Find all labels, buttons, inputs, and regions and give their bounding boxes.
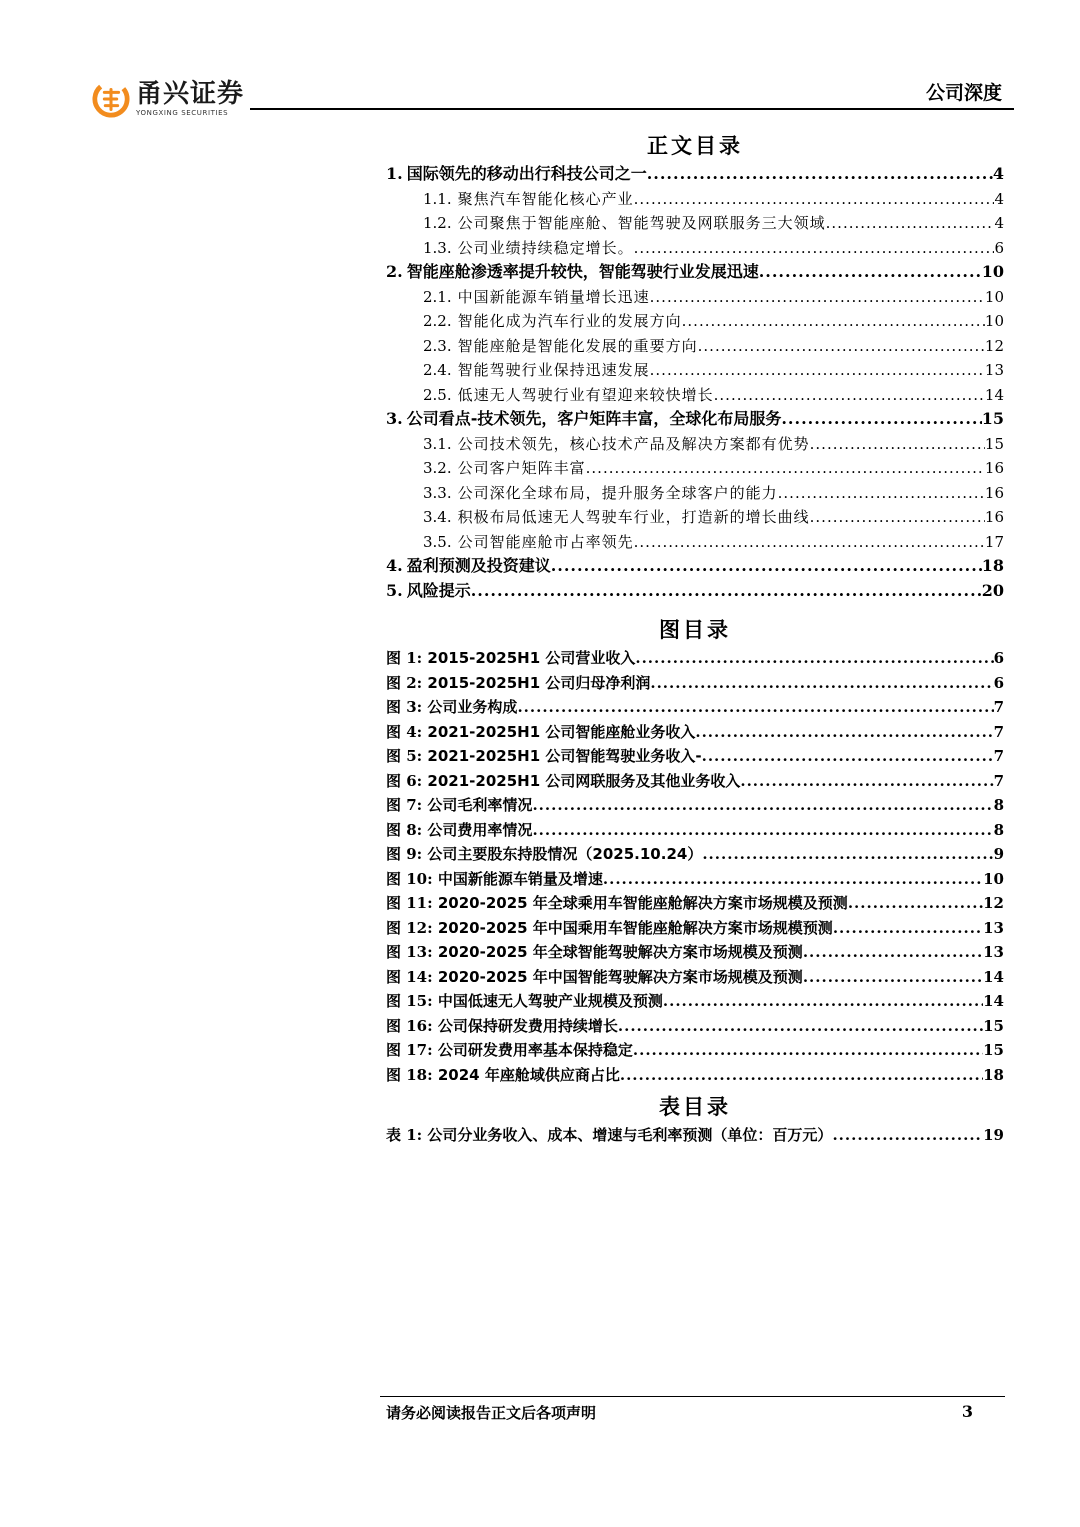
toc-entry-number: 1. (386, 164, 403, 183)
figure-entry-text (386, 1063, 620, 1088)
figure-entry-page: 14 (983, 967, 1004, 986)
figure-entry-label: 图 4: (386, 722, 428, 741)
page-number: 3 (961, 1402, 973, 1421)
toc-entry-text (423, 505, 810, 530)
toc-entry-text (386, 260, 759, 285)
figure-entry[interactable] (386, 744, 1004, 769)
toc-leader-dots (778, 481, 985, 506)
toc-leader-dots (647, 162, 993, 187)
figure-entry-title: 2015-2025H1 公司营业收入 (427, 649, 636, 667)
figure-entry-title: 2020-2025 年中国智能驾驶解决方案市场规模及预测 (437, 967, 803, 986)
toc-entry-text (423, 432, 810, 457)
figure-entry-page: 13 (983, 943, 1004, 961)
toc-entry[interactable] (386, 236, 1004, 261)
toc-entry-page: 4 (994, 214, 1004, 232)
toc-leader-dots (650, 358, 985, 383)
figure-entry-title: 2020-2025 年全球乘用车智能座舱解决方案市场规模及预测 (437, 894, 848, 912)
toc-leader-dots (848, 891, 983, 916)
toc-entry-page: 16 (984, 483, 1004, 502)
toc-entry[interactable] (386, 211, 1004, 236)
toc-leader-dots (634, 530, 985, 555)
toc-entry-page: 12 (984, 336, 1004, 355)
toc-entry[interactable] (386, 358, 1004, 383)
figure-entry-text (386, 769, 740, 794)
figures-list (386, 646, 1004, 1087)
toc-leader-dots (634, 236, 995, 261)
toc-entry[interactable] (386, 456, 1004, 481)
toc-leader-dots (603, 867, 983, 892)
figure-entry[interactable] (386, 769, 1004, 794)
toc-entry[interactable] (386, 554, 1004, 579)
figure-entry-label: 图 15: (386, 992, 438, 1010)
figure-entry-page: 15 (983, 1016, 1004, 1035)
figure-entry-text (386, 842, 702, 867)
figure-entry-title: 2015-2025H1 公司归母净利润 (427, 673, 651, 692)
figure-entry-title: 中国低速无人驾驶产业规模及预测 (437, 992, 663, 1010)
toc-entry-page: 10 (984, 312, 1004, 330)
toc-entry-text (423, 358, 650, 383)
toc-entry-number: 5. (386, 580, 403, 600)
figure-entry[interactable] (386, 695, 1004, 720)
figure-entry-text (386, 720, 695, 745)
toc-leader-dots (826, 211, 995, 236)
toc-entry[interactable] (386, 162, 1004, 187)
figure-entry-page: 7 (993, 722, 1004, 741)
figure-entry-page: 15 (983, 1041, 1004, 1059)
figure-entry-page: 9 (993, 845, 1004, 863)
figure-entry[interactable] (386, 720, 1004, 745)
toc-entry-text (423, 334, 698, 359)
figure-entry-title: 公司研发费用率基本保持稳定 (437, 1041, 633, 1059)
toc-leader-dots (650, 671, 993, 696)
toc-entry-title: 公司客户矩阵丰富 (457, 459, 586, 477)
toc-entry[interactable] (386, 530, 1004, 555)
figure-entry-label: 图 3: (386, 698, 428, 716)
figure-entry-title: 公司毛利率情况 (427, 796, 533, 814)
figure-entry-title: 公司主要股东持股情况（2025.10.24） (427, 845, 703, 863)
figure-entry-page: 7 (993, 698, 1004, 716)
toc-entry-number: 2.4. (423, 361, 452, 379)
toc-entry-title: 公司业绩持续稳定增长。 (457, 238, 634, 257)
toc-entry-number: 3.2. (423, 459, 452, 477)
toc-entry-text (423, 211, 826, 236)
figure-entry-text (386, 646, 635, 671)
toc-entry-number: 2.3. (423, 336, 452, 355)
toc-entry-title: 智能座舱是智能化发展的重要方向 (457, 336, 698, 355)
header-divider (250, 108, 1014, 110)
table-entry[interactable] (386, 1123, 1004, 1148)
toc-entry-text (423, 530, 634, 555)
toc-leader-dots (832, 1123, 983, 1148)
figure-entry[interactable] (386, 646, 1004, 671)
toc-leader-dots (740, 769, 993, 794)
main-contents (386, 130, 1004, 603)
contents-list (386, 162, 1004, 603)
figure-entry-text (386, 671, 650, 696)
figure-entry[interactable] (386, 1038, 1004, 1063)
toc-leader-dots (532, 793, 993, 818)
toc-entry[interactable] (386, 481, 1004, 506)
toc-entry-page: 4 (994, 189, 1004, 208)
toc-entry-title: 聚焦汽车智能化核心产业 (457, 189, 634, 208)
toc-entry-number: 3. (386, 409, 403, 428)
figure-entry-title: 2021-2025H1 公司智能座舱业务收入 (427, 722, 696, 741)
toc-entry-number: 1.1. (423, 189, 452, 208)
report-type: 公司深度 (925, 82, 1002, 104)
toc-entry-page: 15 (984, 434, 1004, 453)
figure-entry-page: 7 (993, 771, 1004, 790)
figure-entry[interactable] (386, 818, 1004, 843)
toc-entry-text (423, 309, 682, 334)
toc-entry-title: 积极布局低速无人驾驶车行业，打造新的增长曲线 (457, 508, 810, 526)
figure-entry-label: 图 2: (386, 673, 428, 692)
toc-entry-title: 智能化成为汽车行业的发展方向 (457, 312, 682, 330)
toc-entry-text (423, 481, 778, 506)
toc-leader-dots (682, 309, 985, 334)
figure-entry-text (386, 867, 603, 892)
toc-leader-dots (663, 989, 983, 1014)
figure-entry-title: 2020-2025 年中国乘用车智能座舱解决方案市场规模预测 (437, 918, 833, 937)
toc-leader-dots (810, 432, 985, 457)
toc-entry-title: 国际领先的移动出行科技公司之一 (406, 164, 647, 183)
figure-entry-label: 图 10: (386, 869, 438, 888)
toc-leader-dots (586, 456, 985, 481)
toc-entry-title: 公司聚焦于智能座舱、智能驾驶及网联服务三大领域 (457, 214, 826, 232)
figure-entry-text (386, 1014, 618, 1039)
toc-entry-number: 2.2. (423, 312, 452, 330)
figure-entry-page: 10 (983, 869, 1004, 888)
table-entry-title: 公司分业务收入、成本、增速与毛利率预测（单位：百万元） (427, 1126, 833, 1144)
toc-entry-title: 盈利预测及投资建议 (406, 556, 551, 575)
toc-entry-text (423, 187, 634, 212)
company-logo (92, 80, 244, 118)
toc-entry-title: 公司智能座舱市占率领先 (457, 532, 634, 551)
toc-leader-dots (833, 916, 983, 941)
toc-leader-dots (698, 334, 985, 359)
figure-entry-title: 2024 年座舱域供应商占比 (437, 1065, 620, 1084)
toc-entry-number: 1.2. (423, 214, 452, 232)
figure-entry-title: 公司费用率情况 (427, 820, 533, 839)
toc-entry-number: 1.3. (423, 238, 452, 257)
figure-entry-title: 2021-2025H1 公司网联服务及其他业务收入 (427, 771, 741, 790)
toc-leader-dots (810, 505, 985, 530)
figures-title: 图目录 (659, 618, 731, 642)
figure-entry-text (386, 891, 848, 916)
toc-leader-dots (702, 842, 993, 867)
figure-entry[interactable] (386, 842, 1004, 867)
figure-entry-text (386, 744, 702, 769)
figure-entry-text (386, 793, 532, 818)
figure-entry[interactable] (386, 867, 1004, 892)
figure-entry-page: 12 (983, 894, 1004, 912)
toc-entry[interactable] (386, 407, 1004, 432)
toc-leader-dots (634, 187, 995, 212)
figure-entry-label: 图 16: (386, 1016, 438, 1035)
figure-entry-label: 图 6: (386, 771, 428, 790)
toc-leader-dots (714, 383, 985, 408)
figure-entry-page: 14 (983, 992, 1004, 1010)
yongxing-logo-icon (92, 80, 130, 118)
toc-leader-dots (803, 940, 983, 965)
toc-entry-page: 14 (984, 385, 1004, 404)
toc-entry-number: 3.4. (423, 508, 452, 526)
figure-entry-label: 图 9: (386, 845, 428, 863)
toc-entry-page: 4 (992, 164, 1004, 183)
toc-entry-title: 中国新能源车销量增长迅速 (457, 287, 650, 306)
toc-entry-text (423, 456, 586, 481)
figure-entry-text (386, 965, 803, 990)
figure-entry[interactable] (386, 1063, 1004, 1088)
toc-leader-dots (618, 1014, 983, 1039)
toc-entry-title: 低速无人驾驶行业有望迎来较快增长 (457, 385, 714, 404)
contents-title: 正文目录 (647, 134, 743, 158)
toc-entry-page: 10 (984, 287, 1004, 306)
figure-entry-text (386, 818, 532, 843)
toc-entry-text (386, 407, 781, 432)
toc-entry[interactable] (386, 285, 1004, 310)
toc-leader-dots (650, 285, 985, 310)
figure-entry-text (386, 989, 663, 1014)
logo-english-name: YONGXING SECURITIES (136, 109, 229, 117)
toc-leader-dots (803, 965, 983, 990)
figure-entry-label: 图 1: (386, 649, 428, 667)
figure-entry-page: 13 (983, 918, 1004, 937)
toc-entry-text (386, 554, 551, 579)
toc-entry-text (386, 162, 647, 187)
toc-entry-page: 6 (994, 238, 1004, 257)
toc-entry[interactable] (386, 187, 1004, 212)
toc-entry-page: 10 (981, 262, 1004, 281)
figure-entry[interactable] (386, 891, 1004, 916)
figure-entry-text (386, 916, 833, 941)
toc-entry-page: 20 (981, 580, 1004, 600)
figure-entry[interactable] (386, 793, 1004, 818)
figure-entry[interactable] (386, 940, 1004, 965)
toc-entry[interactable] (386, 383, 1004, 408)
toc-entry-number: 3.3. (423, 483, 452, 502)
toc-entry-title: 智能驾驶行业保持迅速发展 (457, 361, 650, 379)
figure-entry-text (386, 695, 517, 720)
table-entry-page: 19 (983, 1126, 1004, 1144)
table-contents (386, 1091, 1004, 1148)
toc-entry-number: 2.1. (423, 287, 452, 306)
toc-entry-title: 智能座舱渗透率提升较快，智能驾驶行业发展迅速 (406, 262, 759, 281)
toc-entry-page: 15 (981, 409, 1004, 428)
toc-entry[interactable] (386, 505, 1004, 530)
figure-entry-title: 2020-2025 年全球智能驾驶解决方案市场规模及预测 (437, 943, 803, 961)
toc-entry[interactable] (386, 432, 1004, 457)
figure-entry-page: 8 (993, 820, 1004, 839)
figure-entry-title: 中国新能源车销量及增速 (437, 869, 603, 888)
toc-entry-text (386, 579, 471, 604)
figure-entry-text (386, 940, 803, 965)
figure-entry-page: 18 (983, 1065, 1004, 1084)
figure-entry-label: 图 12: (386, 918, 438, 937)
toc-entry[interactable] (386, 309, 1004, 334)
toc-entry[interactable] (386, 579, 1004, 604)
toc-entry-number: 2.5. (423, 385, 452, 404)
figure-entry-label: 图 7: (386, 796, 428, 814)
toc-entry-number: 3.1. (423, 434, 452, 453)
toc-leader-dots (551, 554, 982, 579)
toc-entry-title: 风险提示 (406, 580, 471, 600)
figure-entry-label: 图 17: (386, 1041, 438, 1059)
tables-list (386, 1123, 1004, 1148)
toc-entry-text (423, 285, 650, 310)
figure-entry-label: 图 5: (386, 747, 428, 765)
figure-entry-page: 6 (993, 649, 1004, 667)
figure-entry-page: 6 (993, 673, 1004, 692)
toc-leader-dots (471, 579, 982, 604)
figure-entry[interactable] (386, 965, 1004, 990)
figure-entry[interactable] (386, 1014, 1004, 1039)
toc-entry-page: 17 (984, 532, 1004, 551)
toc-entry-page: 16 (984, 459, 1004, 477)
logo-chinese-name: 甬兴证券 (136, 79, 245, 109)
figure-entry-label: 图 14: (386, 967, 438, 986)
figure-entry[interactable] (386, 671, 1004, 696)
toc-entry[interactable] (386, 260, 1004, 285)
toc-entry-title: 公司看点-技术领先，客户矩阵丰富，全球化布局服务 (406, 409, 782, 428)
toc-leader-dots (620, 1063, 983, 1088)
figure-entry-text (386, 1038, 633, 1063)
footer-disclaimer: 请务必阅读报告正文后各项声明 (386, 1404, 597, 1422)
toc-entry-title: 公司深化全球布局，提升服务全球客户的能力 (457, 483, 778, 502)
figure-entry-label: 图 18: (386, 1065, 438, 1084)
figure-entry-label: 图 13: (386, 943, 438, 961)
toc-entry-number: 4. (386, 556, 403, 575)
toc-entry-page: 16 (984, 508, 1004, 526)
toc-leader-dots (635, 646, 993, 671)
toc-leader-dots (517, 695, 993, 720)
toc-entry[interactable] (386, 334, 1004, 359)
toc-entry-number: 3.5. (423, 532, 452, 551)
toc-leader-dots (781, 407, 981, 432)
toc-entry-text (423, 383, 714, 408)
toc-entry-text (423, 236, 634, 261)
tables-title: 表目录 (659, 1095, 731, 1119)
table-entry-label: 表 1: (386, 1126, 428, 1144)
figure-entry-page: 7 (993, 747, 1004, 765)
figure-entry-title: 公司保持研发费用持续增长 (437, 1016, 618, 1035)
toc-entry-title: 公司技术领先，核心技术产品及解决方案都有优势 (457, 434, 810, 453)
figure-entry[interactable] (386, 989, 1004, 1014)
toc-leader-dots (633, 1038, 983, 1063)
figure-entry-page: 8 (993, 796, 1004, 814)
toc-entry-page: 18 (981, 556, 1004, 575)
toc-entry-page: 13 (984, 361, 1004, 379)
figure-contents (386, 614, 1004, 1087)
figure-entry[interactable] (386, 916, 1004, 941)
figure-entry-title: 2021-2025H1 公司智能驾驶业务收入- (427, 747, 702, 765)
toc-leader-dots (759, 260, 982, 285)
toc-leader-dots (532, 818, 993, 843)
toc-leader-dots (702, 744, 994, 769)
figure-entry-title: 公司业务构成 (427, 698, 518, 716)
figure-entry-label: 图 8: (386, 820, 428, 839)
toc-leader-dots (695, 720, 993, 745)
table-entry-text (386, 1123, 832, 1148)
toc-entry-number: 2. (386, 262, 403, 281)
figure-entry-label: 图 11: (386, 894, 438, 912)
footer-divider (380, 1396, 1005, 1397)
